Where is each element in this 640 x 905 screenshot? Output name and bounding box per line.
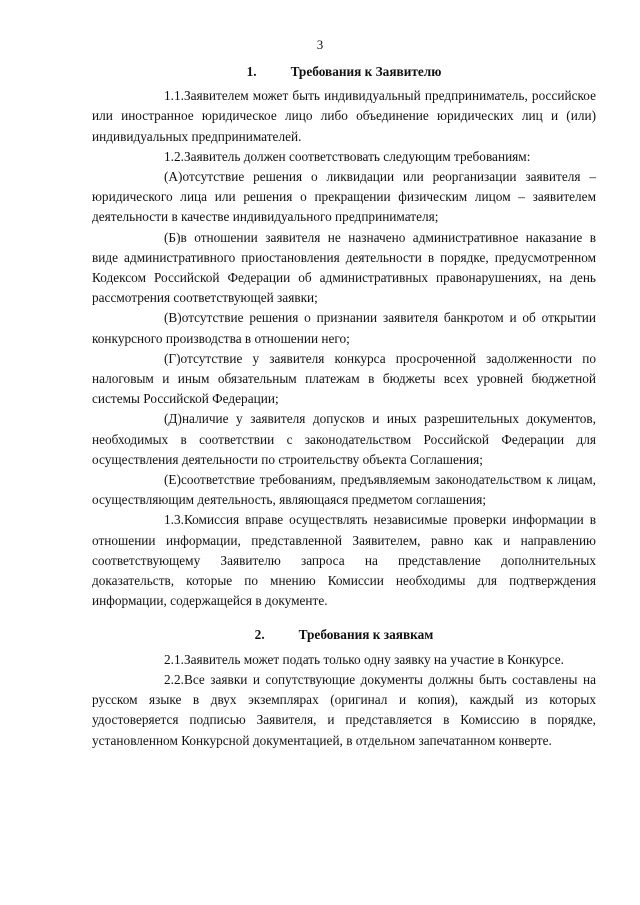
section-number: 2. — [254, 627, 265, 643]
paragraph-mark: 1.1. — [164, 88, 184, 104]
paragraph-text: в отношении заявителя не назначено административное наказание в виде административного приостановления деятельности в порядке, предусмотренном Кодексом Российской Федерации об административных правонарушениях, на день рассмотрения соответствующей заявки; — [92, 229, 596, 306]
section-heading-2 — [92, 625, 596, 645]
paragraph-mark: (В) — [164, 310, 182, 326]
paragraph-text: отсутствие у заявителя конкурса просроченной задолженности по налоговым и иным обязательным платежам в бюджеты всех уровней бюджетной системы Российской Федерации; — [92, 350, 596, 407]
paragraph-1-2 — [92, 147, 596, 167]
paragraph-text: Комиссия вправе осуществлять независимые проверки информации в отношении информации, представленной Заявителем, равно как и направлению соответствующему Заявителю запроса на представление дополнительных доказательств, которые по мнению Комиссии необходимы для подтверждения информации, содержащейся в документе. — [92, 512, 596, 609]
paragraph-mark: (Е) — [164, 472, 181, 488]
section-title: Требования к заявкам — [298, 627, 434, 643]
paragraph-1-3 — [92, 510, 596, 611]
paragraph-1-2-g — [92, 349, 596, 410]
paragraph-text: Заявитель должен соответствовать следующим требованиям: — [183, 148, 531, 164]
paragraph-1-2-a — [92, 167, 596, 228]
paragraph-mark: 1.3. — [164, 512, 184, 528]
paragraph-text: соответствие требованиям, предъявляемым законодательством к лицам, осуществляющим деятельность, являющаяся предметом соглашения; — [92, 472, 596, 508]
paragraph-text: отсутствие решения о признании заявителя банкротом и об открытии конкурсного производства в отношении него; — [92, 310, 596, 346]
page-number: 3 — [316, 37, 324, 52]
paragraph-1-2-d — [92, 409, 596, 470]
paragraph-text: наличие у заявителя допусков и иных разрешительных документов, необходимых в соответствии с законодательством Российской Федерации для осуществления деятельности по строительству объекта Соглашения; — [92, 411, 596, 467]
paragraph-text: отсутствие решения о ликвидации или реорганизации заявителя – юридического лица или решения о прекращении физическим лицом – заявителем деятельности в качестве индивидуального предпринимателя; — [92, 169, 596, 225]
section-number: 1. — [246, 64, 257, 79]
paragraph-1-2-b — [92, 228, 596, 309]
paragraph-mark: 1.2. — [164, 148, 184, 164]
paragraph-text: Все заявки и сопутствующие документы должны быть составлены на русском языке в двух экземплярах (оригинал и копия), каждый из которых удостоверяется подписью Заявителя, и представляется в Комиссию в порядке, установленном Конкурсной документацией, в отдельном запечатанном конверте. — [92, 671, 596, 748]
section-title: Требования к Заявителю — [290, 64, 442, 79]
paragraph-2-2 — [92, 670, 596, 751]
paragraph-1-2-e — [92, 470, 596, 510]
paragraph-text: Заявитель может подать только одну заявку на участие в Конкурсе. — [183, 651, 564, 667]
paragraph-mark: 2.2. — [164, 671, 184, 687]
paragraph-text: Заявителем может быть индивидуальный предприниматель, российское или иностранное юридическое лицо либо объединение юридических лиц и (или) индивидуальных предпринимателей. — [92, 88, 596, 144]
paragraph-2-1 — [92, 650, 596, 670]
document-body — [92, 62, 596, 751]
paragraph-1-2-v — [92, 308, 596, 348]
paragraph-mark: (Д) — [164, 411, 182, 427]
section-heading-1 — [92, 62, 596, 82]
paragraph-mark: (Б) — [164, 229, 181, 245]
paragraph-mark: (Г) — [164, 350, 181, 366]
paragraph-mark: 2.1. — [164, 651, 184, 667]
paragraph-1-1 — [92, 86, 596, 147]
paragraph-mark: (А) — [164, 169, 183, 185]
